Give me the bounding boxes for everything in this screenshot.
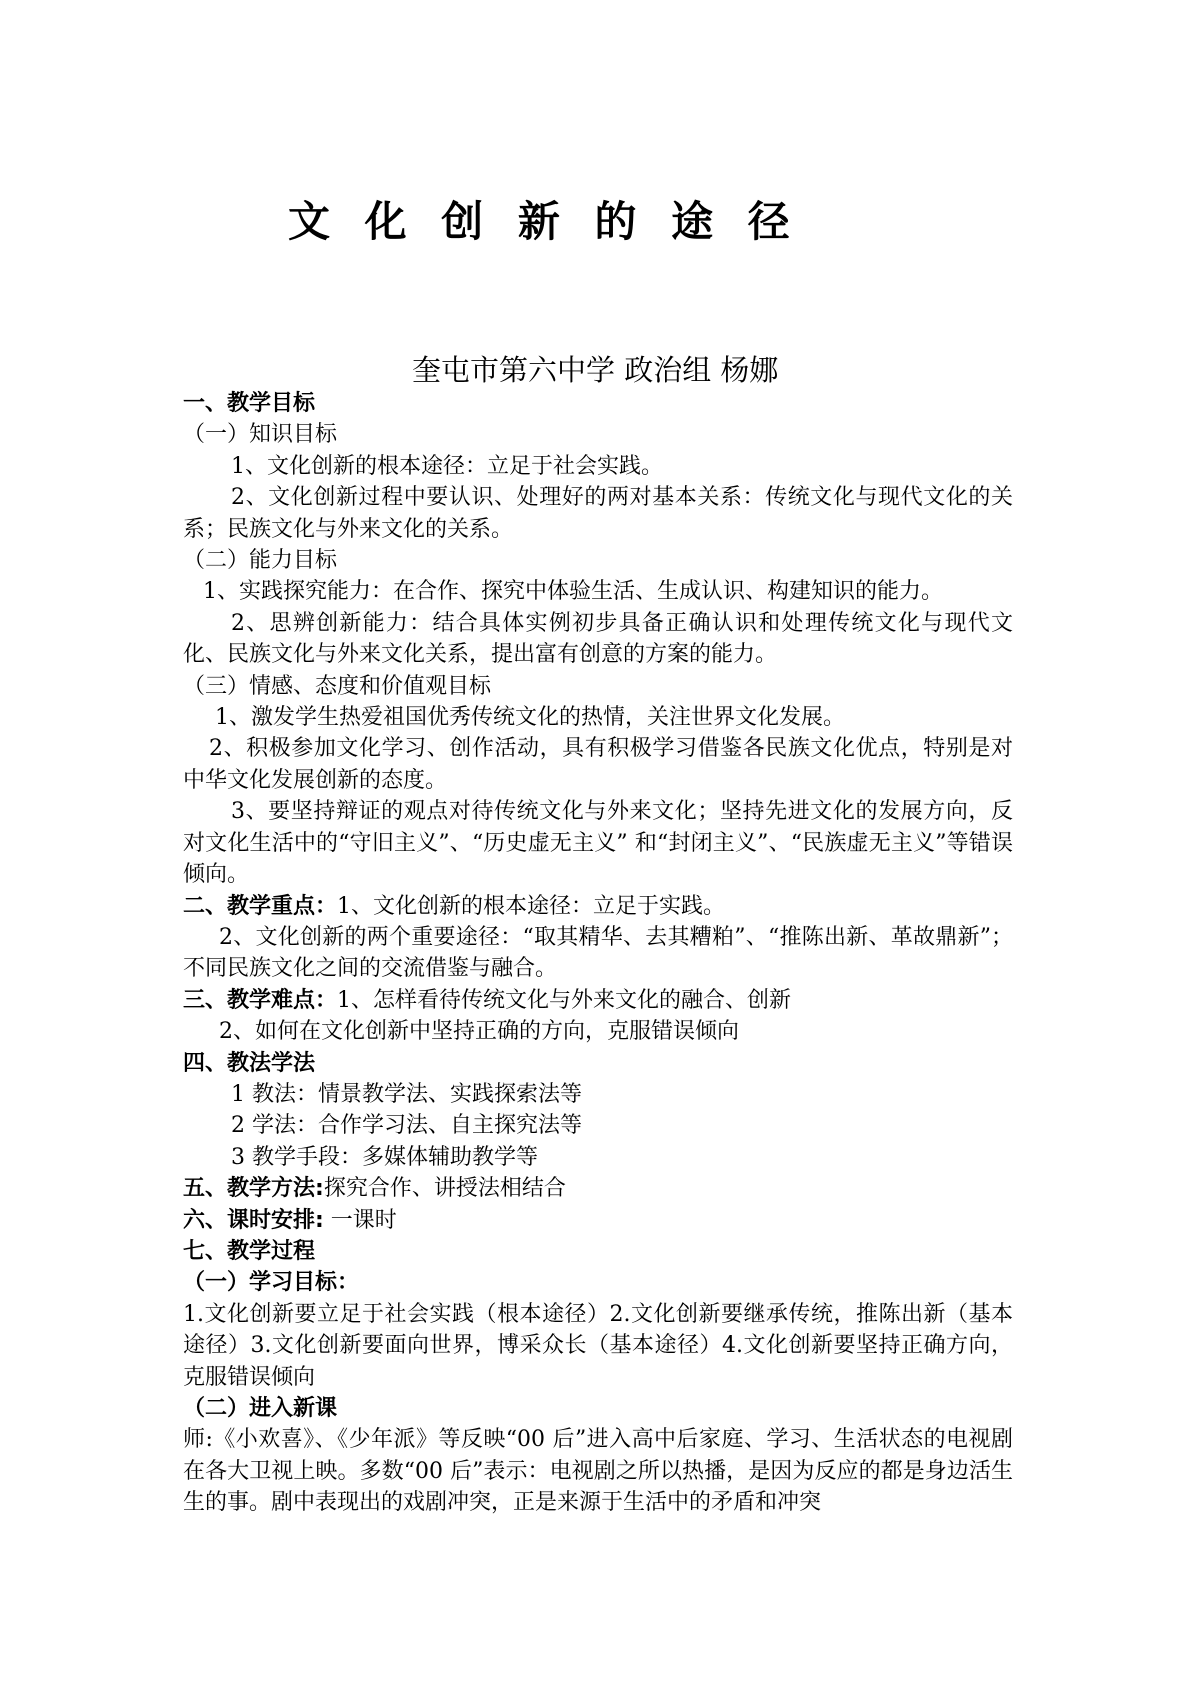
- subheading-learning-goals: （一）学习目标：: [183, 1270, 360, 1296]
- method-item-2: 2 学法：合作学习法、自主探究法等: [231, 1113, 582, 1139]
- section-heading-process: 七、教学过程: [183, 1238, 316, 1264]
- subheading-emotion: （三）情感、态度和价值观目标: [183, 673, 492, 699]
- ability-item-1: 1、实践探究能力：在合作、探究中体验生活、生成认识、构建知识的能力。: [203, 579, 943, 605]
- section-schedule: [183, 1205, 1013, 1236]
- emotion-item-3: 3、要坚持辩证的观点对待传统文化与外来文化；坚持先进文化的发展方向，反对文化生活中的“守旧主义”、“历史虚无主义” 和“封闭主义”、“民族虚无主义”等错误倾向。: [183, 799, 1013, 888]
- method-item-3: 3 教学手段：多媒体辅助教学等: [231, 1144, 538, 1170]
- teaching-method-text: 探究合作、讲授法相结合: [323, 1176, 566, 1202]
- new-lesson-text: 师:《小欢喜》、《少年派》等反映“00 后”进入高中后家庭、学习、生活状态的电视剧在各大卫视上映。多数“00 后”表示：电视剧之所以热播，是因为反应的都是身边活生生的事。剧中表现出的戏剧冲突，正是来源于生活中的矛盾和冲突: [183, 1427, 1013, 1516]
- method-item-1: 1 教法：情景教学法、实践探索法等: [231, 1081, 582, 1107]
- section-heading-objectives: 一、教学目标: [183, 391, 316, 416]
- emotion-item-2: 2、积极参加文化学习、创作活动，具有积极学习借鉴各民族文化优点，特别是对中华文化发展创新的态度。: [183, 736, 1013, 793]
- ability-item-2: 2、思辨创新能力：结合具体实例初步具备正确认识和处理传统文化与现代文化、民族文化与外来文化关系，提出富有创意的方案的能力。: [183, 610, 1013, 668]
- section-difficulties: [183, 985, 1013, 1016]
- subheading-knowledge: （一）知识目标: [183, 422, 338, 448]
- section-heading-difficulties: 三、教学难点：: [183, 987, 338, 1013]
- subheading-new-lesson: （二）进入新课: [183, 1396, 338, 1421]
- section-heading-schedule: 六、课时安排:: [183, 1207, 324, 1233]
- key-point-1: 1、文化创新的根本途径：立足于实践。: [337, 893, 726, 919]
- learning-goals-text: 1.文化创新要立足于社会实践（根本途径）2.文化创新要继承传统，推陈出新（基本途径）3.文化创新要面向世界，博采众长（基本途径）4.文化创新要坚持正确方向，克服错误倾向: [183, 1301, 1013, 1390]
- section-heading-teaching-method: 五、教学方法:: [183, 1176, 324, 1202]
- document-body: [183, 388, 1013, 1519]
- knowledge-item-1: 1、文化创新的根本途径：立足于社会实践。: [231, 453, 663, 479]
- author-line: 奎屯市第六中学 政治组 杨娜: [412, 353, 779, 387]
- subheading-ability: （二）能力目标: [183, 548, 338, 574]
- schedule-text: 一课时: [323, 1207, 397, 1233]
- section-heading-key-points: 二、教学重点：: [183, 893, 338, 919]
- section-teaching-method: [183, 1173, 1013, 1204]
- emotion-item-1: 1、激发学生热爱祖国优秀传统文化的热情，关注世界文化发展。: [215, 705, 845, 731]
- knowledge-item-2: 2、文化创新过程中要认识、处理好的两对基本关系：传统文化与现代文化的关系；民族文化与外来文化的关系。: [183, 485, 1013, 542]
- section-key-points: [183, 891, 1013, 922]
- difficulty-2: 2、如何在文化创新中坚持正确的方向，克服错误倾向: [219, 1019, 739, 1045]
- document-title: 文 化 创 新 的 途 径: [288, 197, 800, 246]
- difficulty-1: 1、怎样看待传统文化与外来文化的融合、创新: [337, 987, 792, 1013]
- key-point-2: 2、文化创新的两个重要途径：“取其精华、去其糟粕”、“推陈出新、革故鼎新”；不同民族文化之间的交流借鉴与融合。: [183, 924, 1013, 982]
- section-heading-methods: 四、教法学法: [183, 1050, 316, 1076]
